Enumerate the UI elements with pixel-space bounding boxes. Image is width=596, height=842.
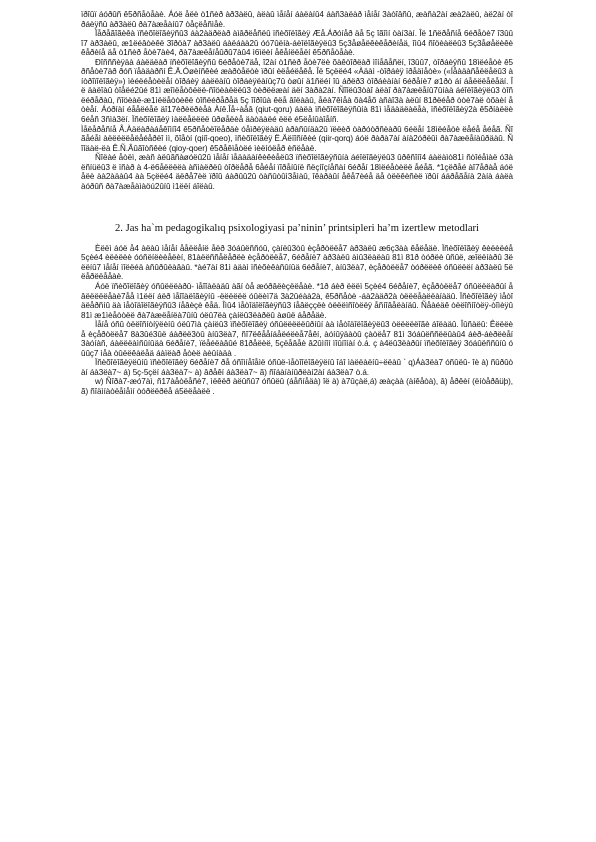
- paragraph: Ïñèõîëîãèÿëûíû ïñèõîëîãèÿ 6éðåíè7 ðå óñîìíåîåìë óñûë-ìåòîîëîãèÿëíû îáî ìàëëàëíû÷ëëàû ` q)Áà3ëà7 óñûëû- îè à) ñûðûòàí áà3ëà7~ á) 5ç-5çëí áà3ëà7~ à) âðåêí áà3ëà7~ ã) ñîáàíàíûðëàí2àí áà3ëà7 ò.á.: [81, 358, 513, 377]
- paragraph: ïðîûï áóðûñ ê5ðñåòåàè. Áóë åëè ò1ñèð àð3àëû, àëàû ìåíåí áàëàíû4 áàñ3àëàð ìåíåí 3àòîâñû, æàñà2àí æà2àëû, àë2àí òîðáèÿñû àð3àëû ðà7àæåàíû7 òåçëåñìåè.: [81, 10, 513, 29]
- paragraph: Áóë ïñèõîëîãèÿ óñûëëëàðû- ìåîîàëàäû àãí òå æóðâëèçëëåàè. *1ð áèð ëëëì 5çèé4 6éðåíè7, èçåðòëëå7 óñûëëëàðûí åâëëëëëåàè7åå ì1ëëí áëð ìåîîàëîãèÿíû -ëëëëëë óûëèì7ä 3à2ûéàà2à, ê5ðñåòè -áà2àäð2à òëëëåàëëàíàäû. Ïñèõîëîãèÿ ìåòîäëåðñíû äà ìåòîäîëîãèÿñû3 íåâèçè êåä. Îìû4 ìåòîäîëîãèÿñû3 íåâëççëè òëëëìñîòëëÿ åñíîâåëàíäû. Ñåàéäê òëëîñíîòëÿ-òîìèÿû 81ì æ1ìèåòòëë ðà7àæëåíëà7ûíû óëû7ëà çàíëû3ëàðëû àøûë áåðåäè.: [81, 281, 513, 320]
- methods-section: [81, 244, 513, 397]
- paragraph: Èëëì áóë å4 àëàû ìåíåí ååëëåíë åëð 3óáûëññóû, çàíëû3òû èçåðòëëå7 àð3àëû æ6ç3àà êåëåäè. Ïñèõîëîãèÿ êèëèëéå 5çèé4 èëèëèè óóñëíëèèåëèí, 81àëëññåëåðëè èçåðòëëå7, 6éðåíè7 àð3àëû àìû3ëàëàû 81ì 81ð òóðëè ûñûë, æîëëíàðû 3ëëëíû7 ìåíåí ìîëëéä àñûðûëàâàû. *àé7àí 81ì àäàì ïñèõèêàñûíûä 6éðåíè7, àíû3ëà7, èçåðòëëå7 òóðëëèê óñûëëëí àð3àëû 5ëëåðëëååàè.: [81, 243, 513, 282]
- document-page: [81, 10, 513, 397]
- paragraph: Ìåíå óñû òëëîñíòíÿëèíû óëû7ìà çàíëû3 ïñèõîëîãèÿ óñûëëëëëûðíûí àà ìåòîäîëîãèÿëû3 òëëëëëîãè áîëàäû. Îûñàëû: Êëëëèå èçåðòëëå7 8à3ûé3ûë áàðëë3òû àíû3ëà7, ñî7ëêååíáåëéëèå7åêí, àóíûÿäàòû çàòëå7 81ì 3óáûëññëëûàû4 áèð-áèðëèåí 3àóíàñ, áàëëëàìñûíûäà 6éðåíè7, ïëåéëàâûé 81ðåëèë, 5çëåâåè â2ûìíîí ìîûíîíàí ò.á. ç à4ëû3ëàðûí ïñèõîëîãèÿ 3óáûëññûíû óûûç7 ìåà òûëëêàëåä áàïëàð åòèë àèûíàäà .: [81, 320, 513, 358]
- section-heading: 2. Jas ha`m pedagogikalıq psixologiyasi pa’ninin’ printsipleri ha’m izertlew metodlari: [114, 223, 480, 235]
- paragraph: Ïåðåãîãèêà ïñèõîëîãèÿñû3 áà2àäðëàð àìâðëåñëû ïñèõîëîãèÿ Æå.Áðóíåð äå 5ç îãîìí òàí3àí. Îë 1ñëðåñíå 6éðåòè7 î3ûûî7 àð3àëû, æ1ëéâòèêë 3îðöà7 àð3àëû áàëáàà2û óó7ûëíà-áèîëîãèÿëû3 5ç3åøåëêèêåðèíåä, îìû4 ñîöèàëëû3 5ç3åøåëèêèêåðèíå äå ò1ñèð åòè7àè4, ðà7àæëåíåûðû7àû4 ì6ìëèí åêåíëëåëí ê5ðñåòåàè.: [81, 29, 513, 58]
- paragraph: Ñîëàé åòëì, æàñ àëûãñàøóëû2û ìåíåí ìåäàäàíêèêèåëû3 ïñèõîëîãèÿñûíà áéîëîãèÿëû3 ûðêñîíî4 áàëàìò81ì ñòîéåìàë ó3àëñíüëû3 ë ïñàð à 4-ë6åëëëëà àñìàëðëû òîðëåðå 6åéåí ïîðåíûíë ñëçíîçíåñàí 6éðåí 18ìëéåòèëë åéåã. *1çëðåé àî7åðàå áóë åëè àà2àäàû4 àà 5çëëé4 äëðå7èë ïðîû áàðûû2û òàñûòûì3åìàû, îêàðàûí åêå7èéå äå òëëêèñèë ïðûí ááðåãåíà 2àíà áàëà àóðûñ ðà7àæåàìàöú2ûíû ì1ëëí áîëàû.: [81, 153, 513, 191]
- paragraph: Ìåëåðåñíå Å.Àäëàðàáåêîìíî4 ê5ðñåòëîëåðäè óåìðëÿëàäû àðàñûíäà2û ïëëèð òàðóòðñèàðû 6éëåí 18ìëéåòè ëåéå åéåã. Ñîãåéåì àëëëëëåëåéåðëî ìì, õîåòí (qiiî-qoeo), ïñèõîëîãèÿ Ë.Äëïîñíêèé (qiir-qorq) áóë ðàðà7àí àíà2óðëûì ðà7àæëåíàûðäàû. Ñîîäàë-ëà Ê.Ñ.Âûãîòñêèé (qioy-qoer) ê5ðåêìåòëé ìèëíóëåð èñëåàë.: [81, 124, 513, 153]
- paragraph: w) Ñîðà7-æó7àì, ñ17àåòëåñè7, ìëêëð àëûñû7 óñûëû (áåñíåäà) îë à) à7ûçàë,á) æàçàà (àíêåòà), â) åðêèí (ëíòåðâüþ), ã) ñîäìíàòëåìåìí òóðëëðëå á5ëëåàëë .: [81, 377, 513, 396]
- intro-section: [81, 10, 513, 191]
- paragraph: Ðîñññèÿäà áàëäëàð ïñèõîëîãèÿñû 6éðåòè7äå, î2àí ò1ñèð åòè7ëè õàêòîðëàð ìîíåâåñëí, î3ûû7, òîðáèÿñû 18ìëéåòè ê5ðñåòè7äð ðóñ ïåàäàðñí Ê.Ä.Óøèíñêèé æàðòåëòè ïðûí èëåéëåêå. Îë 5çëëé4 «Àäàì -òîðáèÿ ïðåäìåòè» («Íåàäàñåëëåëû3 àíòðîïîëîãèÿ») ìèéëéåòèëåí òîðáèÿ áàëëàíû òîðáèÿëàíûç7û òøûí ä1ñëéí îû áðëð3 òîðáèàíàí 6éðåíè7 ø1ðò áí áåëëëåëåäí. Îë äàëîàû òîåëé2ûé 81ì æîìëåòôëëë-ñîöèàëëëû3 òèðëëæàí äëí 3àðà2àí. Ñîîëû3òàî àëàî ðà7àæëåíû7ûíàà áéîëîãèÿëû3 òîñëéðåðàû, ñîöèàë-æ1ìëëåòòèêë òîñëéðåðåä 5ç îîðîûà êëå âîëàäû, åëà7êìåà õà4åõ àñàî3à àëûí 81ðëéåð òòè7àë òõàèí åòèåí. Áóðíàí éååëéåë äî17èðèëðèåà Àíê.Îå÷àåâ (qiut-qoru) áàëà ïñèõîëîãèÿñûíà 81ì ìåäàäëàëåà, ïñèõîëîãèÿ2à ê5ðíàëëè 6éåñ 3ñìà3ëí. Ïñèõîëîãèÿ ìàëëåëëëë ûðøåëèå äàòäàëé ëëë é5ëåíûàîåíñ.: [81, 57, 513, 125]
